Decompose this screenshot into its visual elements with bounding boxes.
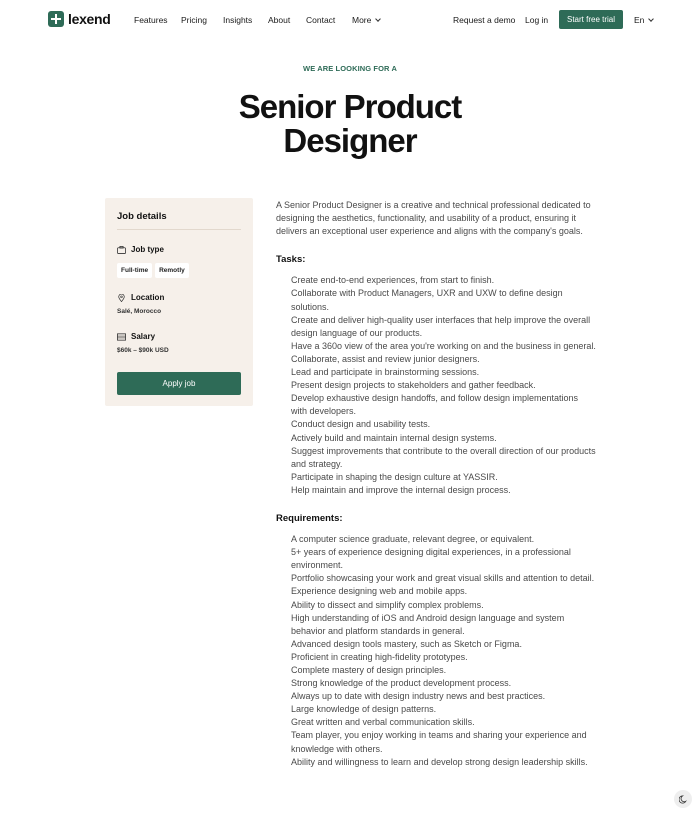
requirement-item: Experience designing web and mobile apps. (291, 586, 468, 597)
moon-icon (679, 795, 688, 804)
job-type-label: Job type (131, 245, 164, 254)
task-item: Help maintain and improve the internal design process. (291, 484, 511, 495)
task-item: Conduct design and usability tests. (291, 419, 431, 430)
salary-value: $60k – $90k USD (117, 347, 169, 354)
requirement-item: Team player, you enjoy working in teams and sharing your experience and knowledge with others. (291, 730, 587, 754)
banknote-icon (117, 333, 126, 341)
requirement-item: Ability to dissect and simplify complex problems. (291, 599, 484, 610)
nav-link-insights[interactable]: Insights (223, 15, 253, 25)
job-type-chips (117, 263, 189, 278)
nav-link-more-label: More (352, 15, 372, 25)
location-value: Salé, Morocco (117, 308, 162, 315)
requirement-item: A computer science graduate, relevant degree, or equivalent. (291, 534, 535, 545)
requirement-item: Portfolio showcasing your work and great visual skills and attention to detail. (291, 573, 595, 584)
briefcase-icon (117, 246, 126, 254)
salary-label: Salary (131, 332, 156, 341)
location-label: Location (131, 293, 165, 302)
brand-name: lexend (68, 11, 111, 27)
task-item: Collaborate with Product Managers, UXR and UXW to define design solutions. (291, 288, 563, 312)
task-item: Suggest improvements that contribute to the overall direction of our products and strategy. (291, 445, 596, 469)
task-item: Lead and participate in brainstorming sessions. (291, 367, 480, 378)
login-link[interactable]: Log in (525, 15, 549, 25)
requirement-item: Large knowledge of design patterns. (291, 704, 437, 715)
language-label: En (634, 15, 645, 25)
task-item: Create and deliver high-quality user interfaces that help improve the overall design language of our products. (291, 314, 591, 338)
requirement-item: 5+ years of experience designing digital experiences, in a professional environment. (291, 547, 571, 571)
logo-icon (48, 11, 64, 27)
requirement-item: Proficient in creating high-fidelity prototypes. (291, 651, 468, 662)
task-item: Collaborate, assist and review junior designers. (291, 353, 480, 364)
salary-heading (117, 332, 155, 341)
language-selector[interactable] (634, 15, 653, 25)
page-title-line-2: Designer (283, 122, 417, 159)
job-type-heading (117, 245, 164, 254)
top-navigation (0, 0, 700, 40)
requirement-item: High understanding of iOS and Android design language and system behavior and platform standards in general. (291, 612, 565, 636)
requirement-item: Ability and willingness to learn and develop strong design leadership skills. (291, 756, 588, 767)
tasks-heading: Tasks: (276, 254, 306, 266)
map-pin-icon (117, 294, 126, 302)
nav-link-about[interactable]: About (268, 15, 291, 25)
location-heading (117, 293, 164, 302)
theme-toggle[interactable] (674, 790, 692, 808)
requirement-item: Complete mastery of design principles. (291, 665, 447, 675)
intro-paragraph: A Senior Product Designer is a creative and technical professional dedicated to designing the aesthetics, functionality, and usability of a product, ensuring it delivers an exceptional user experience and aligns with the company's goals. (276, 200, 591, 237)
task-item: Create end-to-end experiences, from start to finish. (291, 275, 495, 286)
requirement-item: Great written and verbal communication skills. (291, 717, 475, 728)
job-type-chip: Remotly (155, 263, 189, 278)
job-type-chip: Full-time (117, 263, 152, 278)
task-item: Actively build and maintain internal design systems. (291, 432, 497, 443)
page-title (0, 90, 700, 158)
task-item: Develop exhaustive design handoffs, and follow design implementations with developers. (291, 393, 579, 417)
task-item: Have a 360o view of the area you're working on and the business in general. (291, 340, 596, 351)
brand-logo[interactable] (48, 11, 111, 27)
requirement-item: Always up to date with design industry news and best practices. (291, 691, 546, 702)
job-details-card (105, 198, 253, 406)
nav-link-more[interactable] (352, 15, 380, 25)
chevron-down-icon (376, 16, 382, 22)
task-item: Present design projects to stakeholders and gather feedback. (291, 380, 536, 391)
divider (117, 229, 241, 230)
requirement-item: Strong knowledge of the product development process. (291, 678, 512, 689)
request-demo-link[interactable]: Request a demo (453, 15, 516, 25)
requirements-list (276, 533, 596, 769)
task-item: Participate in shaping the design culture at YASSIR. (291, 471, 498, 482)
apply-job-button[interactable]: Apply job (117, 372, 241, 395)
start-free-trial-button[interactable]: Start free trial (559, 10, 623, 29)
chevron-down-icon (649, 16, 655, 22)
tasks-list (276, 274, 596, 497)
job-description (276, 199, 596, 784)
hero-eyebrow: WE ARE LOOKING FOR A (303, 64, 397, 73)
requirements-heading: Requirements: (276, 512, 343, 524)
page-title-line-1: Senior Product (238, 88, 462, 125)
requirement-item: Advanced design tools mastery, such as Sketch or Figma. (291, 638, 522, 649)
nav-link-features[interactable]: Features (134, 15, 168, 25)
job-details-title: Job details (117, 211, 167, 222)
nav-link-contact[interactable]: Contact (306, 15, 336, 25)
nav-link-pricing[interactable]: Pricing (181, 15, 207, 25)
